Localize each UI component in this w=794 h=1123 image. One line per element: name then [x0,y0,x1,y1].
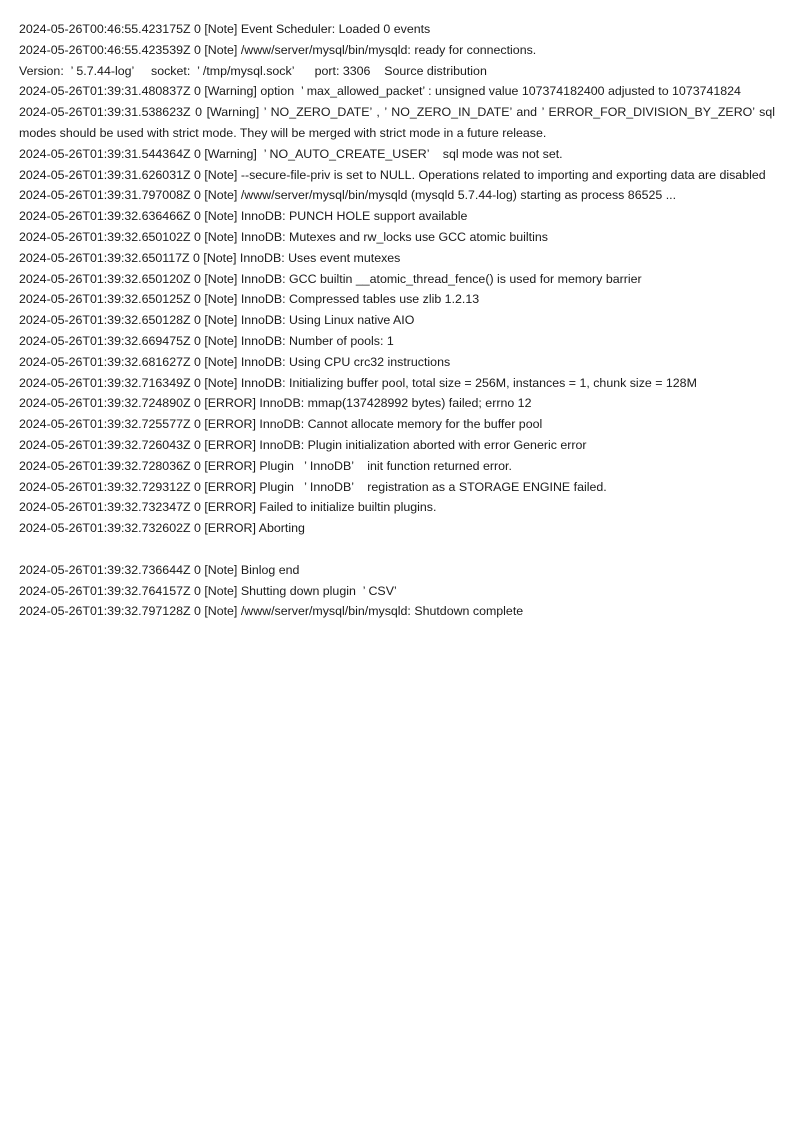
log-line: 2024-05-26T01:39:31.797008Z 0 [Note] /www/server/mysql/bin/mysqld (mysqld 5.7.44-log) starting as process 86525 ... [19,188,677,203]
log-line: 2024-05-26T01:39:32.669475Z 0 [Note] InnoDB: Number of pools: 1 [19,333,394,348]
log-line: 2024-05-26T00:46:55.423539Z 0 [Note] /www/server/mysql/bin/mysqld: ready for connections. [19,42,537,57]
log-line: 2024-05-26T01:39:32.650102Z 0 [Note] InnoDB: Mutexes and rw_locks use GCC atomic builtins [19,229,548,244]
log-line: 2024-05-26T01:39:32.650128Z 0 [Note] InnoDB: Using Linux native AIO [19,313,415,328]
log-line: 2024-05-26T01:39:32.725577Z 0 [ERROR] InnoDB: Cannot allocate memory for the buffer pool [19,417,543,432]
log-line: 2024-05-26T01:39:32.728036Z 0 [ERROR] Plugin ’ InnoDB’ init function returned error. [19,458,512,473]
log-line: 2024-05-26T01:39:31.626031Z 0 [Note] --secure-file-priv is set to NULL. Operations related to importing and exporting data are disabled [19,167,766,182]
log-line: 2024-05-26T01:39:32.764157Z 0 [Note] Shutting down plugin ’ CSV’ [19,583,397,598]
log-line: 2024-05-26T01:39:32.797128Z 0 [Note] /www/server/mysql/bin/mysqld: Shutdown complete [19,604,524,619]
log-line: 2024-05-26T01:39:32.724890Z 0 [ERROR] InnoDB: mmap(137428992 bytes) failed; errno 12 [19,396,532,411]
log-line: 2024-05-26T01:39:32.716349Z 0 [Note] InnoDB: Initializing buffer pool, total size = 256M, instances = 1, chunk size = 128M [19,375,697,390]
log-line: 2024-05-26T01:39:32.650117Z 0 [Note] InnoDB: Uses event mutexes [19,250,401,265]
log-line: 2024-05-26T00:46:55.423175Z 0 [Note] Event Scheduler: Loaded 0 events [19,22,431,36]
log-line: 2024-05-26T01:39:32.729312Z 0 [ERROR] Plugin ’ InnoDB’ registration as a STORAGE ENGINE failed. [19,479,607,494]
log-line: 2024-05-26T01:39:32.736644Z 0 [Note] Binlog end [19,562,300,577]
log-line: 2024-05-26T01:39:32.726043Z 0 [ERROR] InnoDB: Plugin initialization aborted with error Generic error [19,437,587,452]
log-line: 2024-05-26T01:39:32.636466Z 0 [Note] InnoDB: PUNCH HOLE support available [19,209,468,224]
log-line: 2024-05-26T01:39:32.732602Z 0 [ERROR] Aborting [19,521,305,536]
log-line: 2024-05-26T01:39:31.480837Z 0 [Warning] option ’ max_allowed_packet’ : unsigned value 107374182400 adjusted to 1073741824 [19,84,741,99]
log-line: 2024-05-26T01:39:32.650125Z 0 [Note] InnoDB: Compressed tables use zlib 1.2.13 [19,292,480,307]
blank-line [19,539,775,560]
log-line: 2024-05-26T01:39:31.538623Z 0 [Warning] ’ NO_ZERO_DATE’ , ’ NO_ZERO_IN_DATE’ and ’ ERROR_FOR_DIVISION_BY_ZERO’ sql modes should be used with strict mode. They will be merged with strict mode in a future release. [19,105,775,140]
log-line: 2024-05-26T01:39:32.681627Z 0 [Note] InnoDB: Using CPU crc32 instructions [19,354,451,369]
log-line: Version: ’ 5.7.44-log’ socket: ’ /tmp/mysql.sock’ port: 3306 Source distribution [19,63,487,78]
log-line: 2024-05-26T01:39:31.544364Z 0 [Warning] ’ NO_AUTO_CREATE_USER’ sql mode was not set. [19,146,563,161]
log-line: 2024-05-26T01:39:32.732347Z 0 [ERROR] Failed to initialize builtin plugins. [19,500,437,515]
log-line: 2024-05-26T01:39:32.650120Z 0 [Note] InnoDB: GCC builtin __atomic_thread_fence() is used for memory barrier [19,271,642,286]
log-document [19,19,775,622]
